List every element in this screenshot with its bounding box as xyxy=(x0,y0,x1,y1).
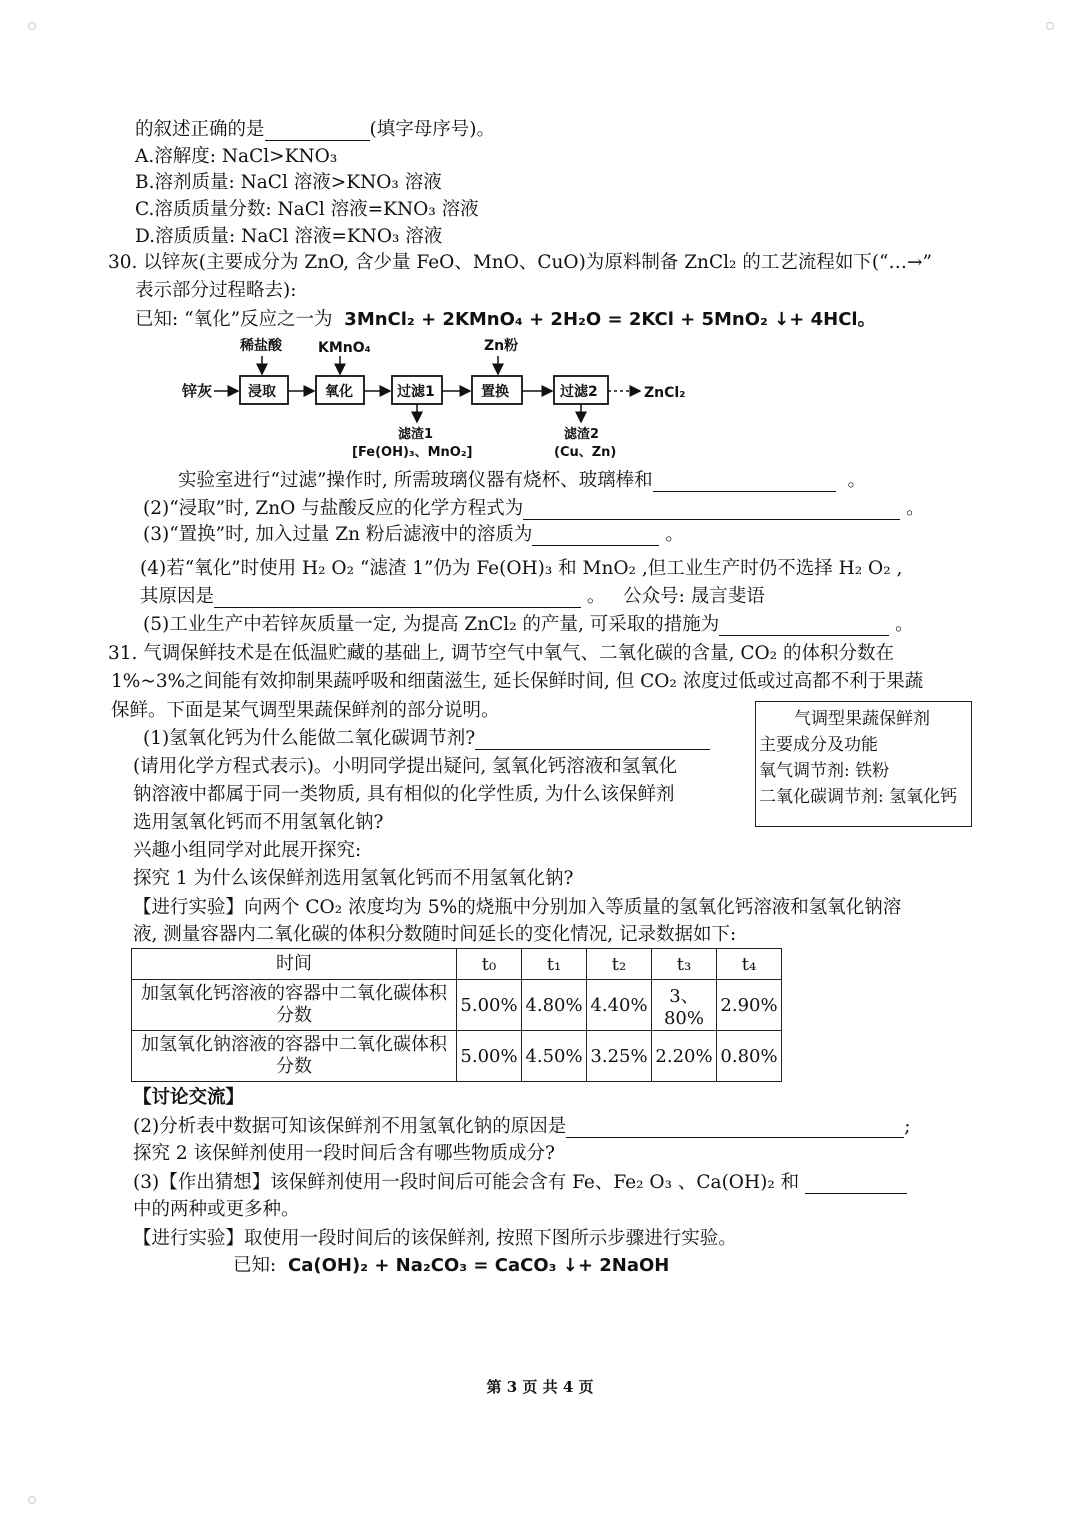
flow-start: 锌灰 xyxy=(182,382,213,400)
q31-sub3-line2: 中的两种或更多种。 xyxy=(133,1199,300,1220)
flow-residue2-detail: (Cu、Zn) xyxy=(554,445,617,460)
flow-residue1-detail: [Fe(OH)₃、MnO₂] xyxy=(352,445,473,460)
table-row xyxy=(132,1031,782,1082)
q30-sub2-blank[interactable] xyxy=(523,501,900,520)
table-cell: 3.25% xyxy=(587,1031,652,1082)
q30-known: 已知: “氧化”反应之一为 3MnCl₂ + 2KMnO₄ + 2H₂O = 2KCl + 5MnO₂ ↓+ 4HCl。 xyxy=(135,309,876,330)
q30-known-equation: 3MnCl₂ + 2KMnO₄ + 2H₂O = 2KCl + 5MnO₂ ↓+ 4HCl。 xyxy=(344,309,876,330)
q31-sub1-blank[interactable] xyxy=(475,731,710,750)
q31-discuss: 【讨论交流】 xyxy=(133,1087,245,1108)
q30-intro: 30. 以锌灰(主要成分为 ZnO, 含少量 FeO、MnO、CuO)为原料制备 ZnCl₂ 的工艺流程如下(“…→” xyxy=(108,252,932,273)
q30-sub4: (4)若“氧化”时使用 H₂ O₂ “滤渣 1”仍为 Fe(OH)₃ 和 MnO₂ ,但工业生产时仍不选择 H₂ O₂ , xyxy=(140,558,903,579)
q31-sub2-blank[interactable] xyxy=(566,1119,904,1138)
q31-exp-line2: 液, 测量容器内二氧化碳的体积分数随时间延长的变化情况, 记录数据如下: xyxy=(133,924,737,945)
flow-step-filter2: 过滤2 xyxy=(560,384,598,400)
page-footer: 第 3 页 共 4 页 xyxy=(486,1378,594,1396)
corner-mark xyxy=(28,1496,36,1504)
q30-sub3-blank[interactable] xyxy=(532,527,659,546)
table-cell: 2.90% xyxy=(717,980,782,1031)
q30-sub1: 实验室进行“过滤”操作时, 所需玻璃仪器有烧杯、玻璃棒和 。 xyxy=(178,470,866,491)
q31-sub1-line2: (请用化学方程式表示)。小明同学提出疑问, 氢氧化钙溶液和氢氧化 xyxy=(133,756,678,777)
q31-sub1-line3: 钠溶液中都属于同一类物质, 具有相似的化学性质, 为什么该保鲜剂 xyxy=(133,784,675,805)
table-cell: 2.20% xyxy=(652,1031,717,1082)
table-cell: 4.80% xyxy=(522,980,587,1031)
table-header-row xyxy=(132,949,782,980)
q31-intro-2: 1%~3%之间能有效抑制果蔬呼吸和细菌滋生, 延长保鲜时间, 但 CO₂ 浓度过低或过高都不利于果蔬 xyxy=(111,671,924,692)
flow-input-zn: Zn粉 xyxy=(484,338,519,354)
q31-explore1: 探究 1 为什么该保鲜剂选用氢氧化钙而不用氢氧化钠? xyxy=(133,868,574,889)
q30-intro-2: 表示部分过程略去): xyxy=(135,280,297,301)
flow-input-hcl: 稀盐酸 xyxy=(240,338,282,354)
table-cell: 3、80% xyxy=(652,980,717,1031)
q31-intro-3: 保鲜。下面是某气调型果蔬保鲜剂的部分说明。 xyxy=(111,700,500,721)
corner-mark xyxy=(1046,22,1054,30)
table-row-label: 加氢氧化钙溶液的容器中二氧化碳体积分数 xyxy=(132,980,457,1031)
table-header-time: 时间 xyxy=(132,949,457,980)
q30-sub1-blank[interactable] xyxy=(653,473,836,492)
q31-group: 兴趣小组同学对此展开探究: xyxy=(133,840,362,861)
q31-intro: 31. 气调保鲜技术是在低温贮藏的基础上, 调节空气中氧气、二氧化碳的含量, CO₂ 的体积分数在 xyxy=(108,643,894,664)
q30-sub2: (2)“浸取”时, ZnO 与盐酸反应的化学方程式为 。 xyxy=(143,498,925,519)
q30-sub5-blank[interactable] xyxy=(719,617,889,636)
wechat-account: 公众号: 晟言斐语 xyxy=(623,586,765,607)
box-title: 气调型果蔬保鲜剂 xyxy=(794,709,930,729)
flow-input-kmno4: KMnO₄ xyxy=(318,340,371,356)
q31-explore2: 探究 2 该保鲜剂使用一段时间后含有哪些物质成分? xyxy=(133,1143,555,1164)
flow-end-product: ZnCl₂ xyxy=(644,385,686,401)
q30-sub4-blank[interactable] xyxy=(214,589,581,608)
q31-sub3-blank[interactable] xyxy=(805,1175,907,1194)
table-cell: 4.40% xyxy=(587,980,652,1031)
table-row-label: 加氢氧化钠溶液的容器中二氧化碳体积分数 xyxy=(132,1031,457,1082)
q29-answer-blank[interactable] xyxy=(265,122,370,141)
q31-exp2: 【进行实验】取使用一段时间后的该保鲜剂, 按照下图所示步骤进行实验。 xyxy=(133,1228,737,1249)
q30-sub4-line2: 其原因是 。 公众号: 晟言斐语 xyxy=(140,586,765,607)
q30-sub5: (5)工业生产中若锌灰质量一定, 为提高 ZnCl₂ 的产量, 可采取的措施为 。 xyxy=(143,614,914,635)
table-header-t4: t₄ xyxy=(717,949,782,980)
table-cell: 5.00% xyxy=(457,980,522,1031)
co2-data-table xyxy=(131,948,782,1082)
q31-exp-line1: 【进行实验】向两个 CO₂ 浓度均为 5%的烧瓶中分别加入等质量的氢氧化钙溶液和氢氧化钠溶 xyxy=(133,897,902,918)
flow-residue1: 滤渣1 xyxy=(398,427,434,442)
q29-option-c: C.溶质质量分数: NaCl 溶液=KNO₃ 溶液 xyxy=(135,199,479,220)
flow-step-filter1: 过滤1 xyxy=(397,384,435,400)
q31-sub2: (2)分析表中数据可知该保鲜剂不用氢氧化钠的原因是 ; xyxy=(133,1116,911,1137)
table-row xyxy=(132,980,782,1031)
table-header-t2: t₂ xyxy=(587,949,652,980)
box-line2: 氧气调节剂: 铁粉 xyxy=(759,761,890,781)
q29-option-d: D.溶质质量: NaCl 溶液=KNO₃ 溶液 xyxy=(135,226,443,247)
q31-sub1-line4: 选用氢氧化钙而不用氢氧化钠? xyxy=(133,812,384,833)
corner-mark xyxy=(28,22,36,30)
q30-flow-diagram xyxy=(170,334,730,464)
q31-sub3: (3)【作出猜想】该保鲜剂使用一段时间后可能会含有 Fe、Fe₂ O₃ 、Ca(OH)₂ 和 xyxy=(133,1172,907,1194)
flow-step-oxidize: 氧化 xyxy=(325,384,353,400)
q31-known2: 已知: Ca(OH)₂ + Na₂CO₃ = CaCO₃ ↓+ 2NaOH xyxy=(233,1255,670,1276)
q30-sub3: (3)“置换”时, 加入过量 Zn 粉后滤液中的溶质为 。 xyxy=(143,524,684,545)
table-cell: 5.00% xyxy=(457,1031,522,1082)
box-line3: 二氧化碳调节剂: 氢氧化钙 xyxy=(759,787,958,807)
table-cell: 0.80% xyxy=(717,1031,782,1082)
q29-option-a: A.溶解度: NaCl>KNO₃ xyxy=(135,146,338,167)
table-cell: 4.50% xyxy=(522,1031,587,1082)
q31-known2-equation: Ca(OH)₂ + Na₂CO₃ = CaCO₃ ↓+ 2NaOH xyxy=(288,1255,670,1276)
q29-stem: 的叙述正确的是 (填字母序号)。 xyxy=(135,119,495,140)
q29-option-b: B.溶剂质量: NaCl 溶液>KNO₃ 溶液 xyxy=(135,172,442,193)
table-header-t3: t₃ xyxy=(652,949,717,980)
table-header-t1: t₁ xyxy=(522,949,587,980)
flow-residue2: 滤渣2 xyxy=(564,427,600,442)
q31-sub1: (1)氢氧化钙为什么能做二氧化碳调节剂? xyxy=(143,728,710,750)
table-header-t0: t₀ xyxy=(457,949,522,980)
box-line1: 主要成分及功能 xyxy=(759,735,878,755)
preservative-info-box xyxy=(755,701,972,827)
flow-step-replace: 置换 xyxy=(481,384,509,400)
flow-step-leach: 浸取 xyxy=(248,384,276,400)
